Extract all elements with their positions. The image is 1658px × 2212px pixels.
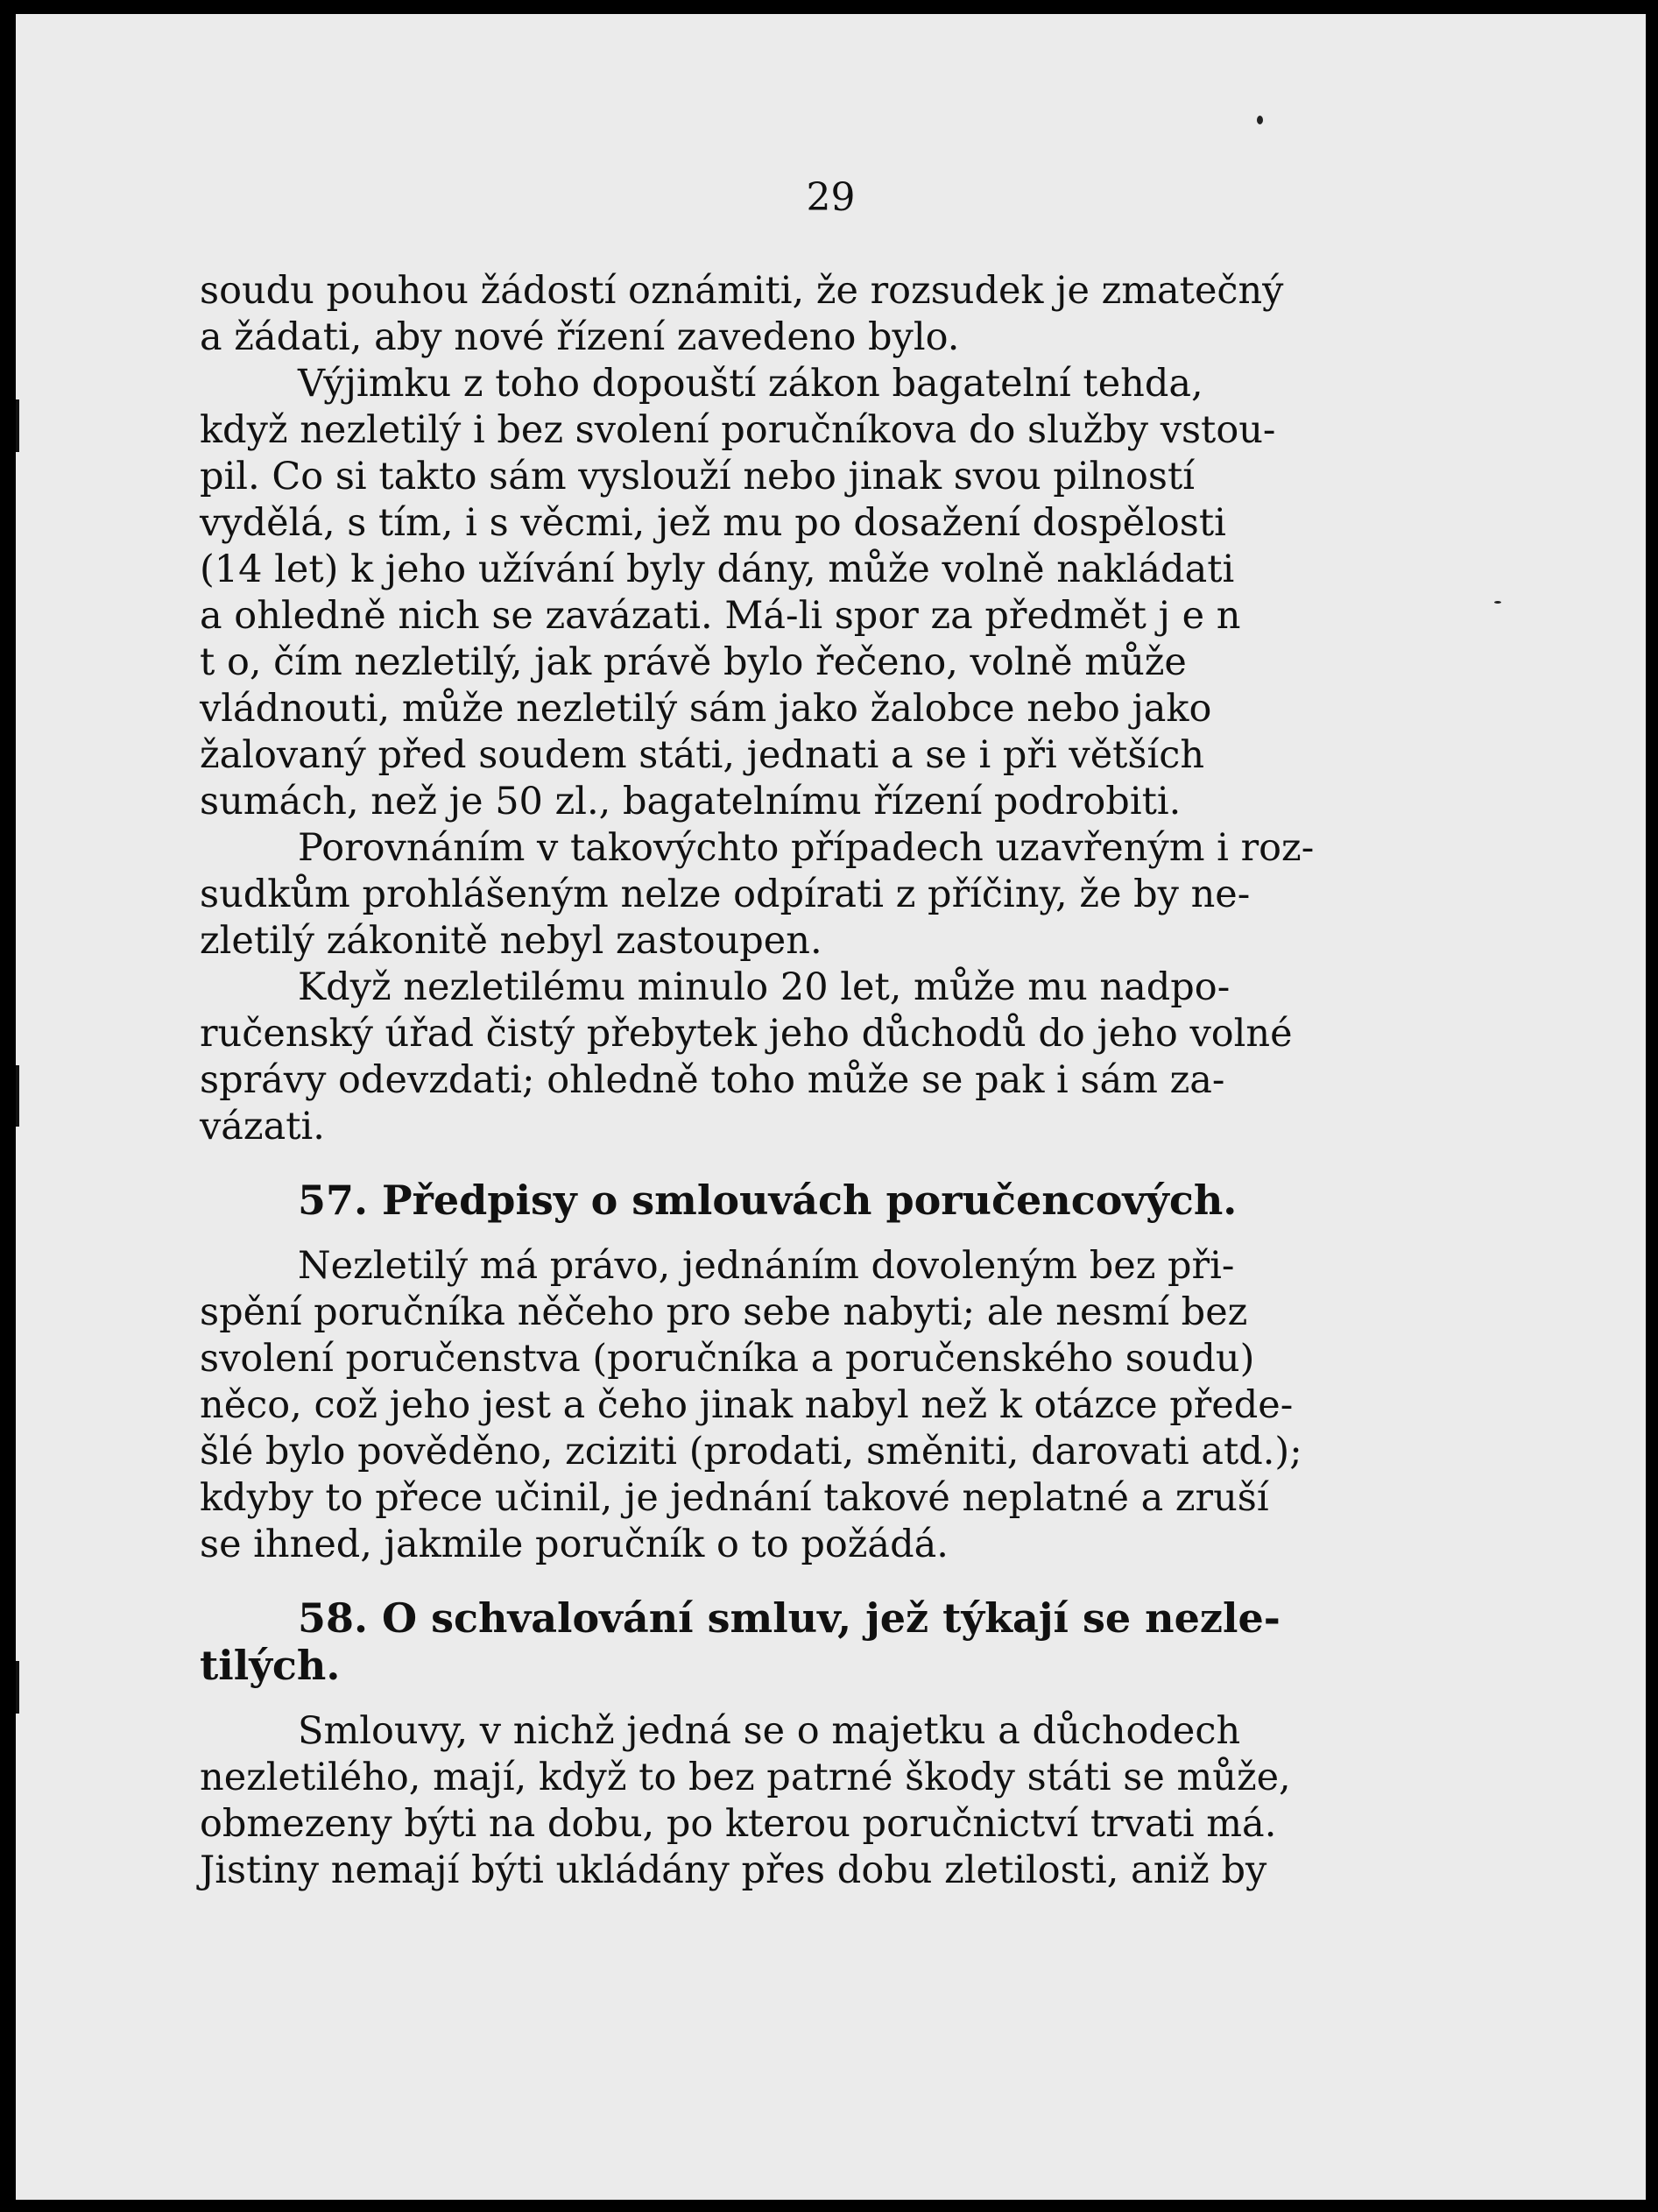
page-edge-mark: [16, 1065, 19, 1127]
text-line: (14 let) k jeho užívání byly dány, může volně nakládati: [200, 548, 1235, 591]
text-line: soudu pouhou žádostí oznámiti, že rozsudek je zmatečný: [200, 269, 1284, 313]
text-line: něco, což jeho jest a čeho jinak nabyl než k otázce přede-: [200, 1383, 1294, 1427]
page-number: 29: [806, 175, 856, 220]
text-line: žalovaný před soudem státi, jednati a se i při větších: [200, 733, 1205, 777]
text-line: a ohledně nich se zavázati. Má-li spor za předmět j e n: [200, 594, 1241, 638]
text-line: sumách, než je 50 zl., bagatelnímu řízení podrobiti.: [200, 780, 1182, 823]
text-line: kdyby to přece učinil, je jednání takové neplatné a zruší: [200, 1476, 1269, 1520]
text-line: t o, čím nezletilý, jak právě bylo řečeno, volně může: [200, 640, 1187, 684]
text-line: 57. Předpisy o smlouvách poručencových.: [298, 1177, 1238, 1224]
paragraph: [200, 825, 1365, 965]
ink-speck: [1257, 116, 1263, 124]
text-line: se ihned, jakmile poručník o to požádá.: [200, 1523, 949, 1566]
text-line: Smlouvy, v nichž jedná se o majetku a důchodech: [298, 1709, 1241, 1753]
text-line: šlé bylo pověděno, zciziti (prodati, směniti, darovati atd.);: [200, 1430, 1302, 1473]
text-line: tilých.: [200, 1642, 341, 1689]
book-page: [16, 14, 1646, 2200]
paragraph: [200, 361, 1365, 825]
text-line: Výjimku z toho dopouští zákon bagatelní tehda,: [298, 362, 1203, 406]
text-line: Když nezletilému minulo 20 let, může mu nadpo-: [298, 965, 1231, 1009]
text-line: svolení poručenstva (poručníka a poručenského soudu): [200, 1337, 1255, 1381]
paragraph: [200, 1708, 1365, 1894]
paragraph: [200, 1243, 1365, 1568]
text-line: ručenský úřad čistý přebytek jeho důchodů do jeho volné: [200, 1012, 1293, 1056]
text-line: vázati.: [200, 1105, 325, 1148]
text-line: sudkům prohlášeným nelze odpírati z příčiny, že by ne-: [200, 873, 1251, 916]
text-line: vládnouti, může nezletilý sám jako žalobce nebo jako: [200, 687, 1212, 731]
page-edge-mark: [16, 1661, 19, 1714]
text-line: když nezletilý i bez svolení poručníkova do služby vstou-: [200, 408, 1276, 452]
paragraph: [200, 268, 1365, 361]
text-line: a žádati, aby nové řízení zavedeno bylo.: [200, 315, 960, 359]
text-line: Jistiny nemají býti ukládány přes dobu zletilosti, aniž by: [200, 1848, 1267, 1892]
section-heading: [200, 1177, 1365, 1224]
paragraph: [200, 965, 1365, 1150]
text-line: 58. O schvalování smluv, jež týkají se nezle-: [298, 1594, 1281, 1642]
ink-speck: [1494, 601, 1501, 604]
page-edge-mark: [16, 399, 19, 452]
text-line: správy odevzdati; ohledně toho může se pak i sám za-: [200, 1058, 1225, 1102]
text-line: obmezeny býti na dobu, po kterou poručnictví trvati má.: [200, 1802, 1277, 1846]
text-line: Porovnáním v takovýchto případech uzavřeným i roz-: [298, 826, 1315, 870]
text-line: pil. Co si takto sám vyslouží nebo jinak svou pilností: [200, 455, 1196, 498]
section-heading: [200, 1594, 1365, 1689]
text-line: spění poručníka něčeho pro sebe nabyti; ale nesmí bez: [200, 1290, 1248, 1334]
text-line: zletilý zákonitě nebyl zastoupen.: [200, 919, 822, 963]
text-line: vydělá, s tím, i s věcmi, jež mu po dosažení dospělosti: [200, 501, 1226, 545]
text-line: Nezletilý má právo, jednáním dovoleným bez při-: [298, 1244, 1235, 1288]
text-block: [200, 268, 1365, 1894]
text-line: nezletilého, mají, když to bez patrné škody státi se může,: [200, 1756, 1291, 1799]
